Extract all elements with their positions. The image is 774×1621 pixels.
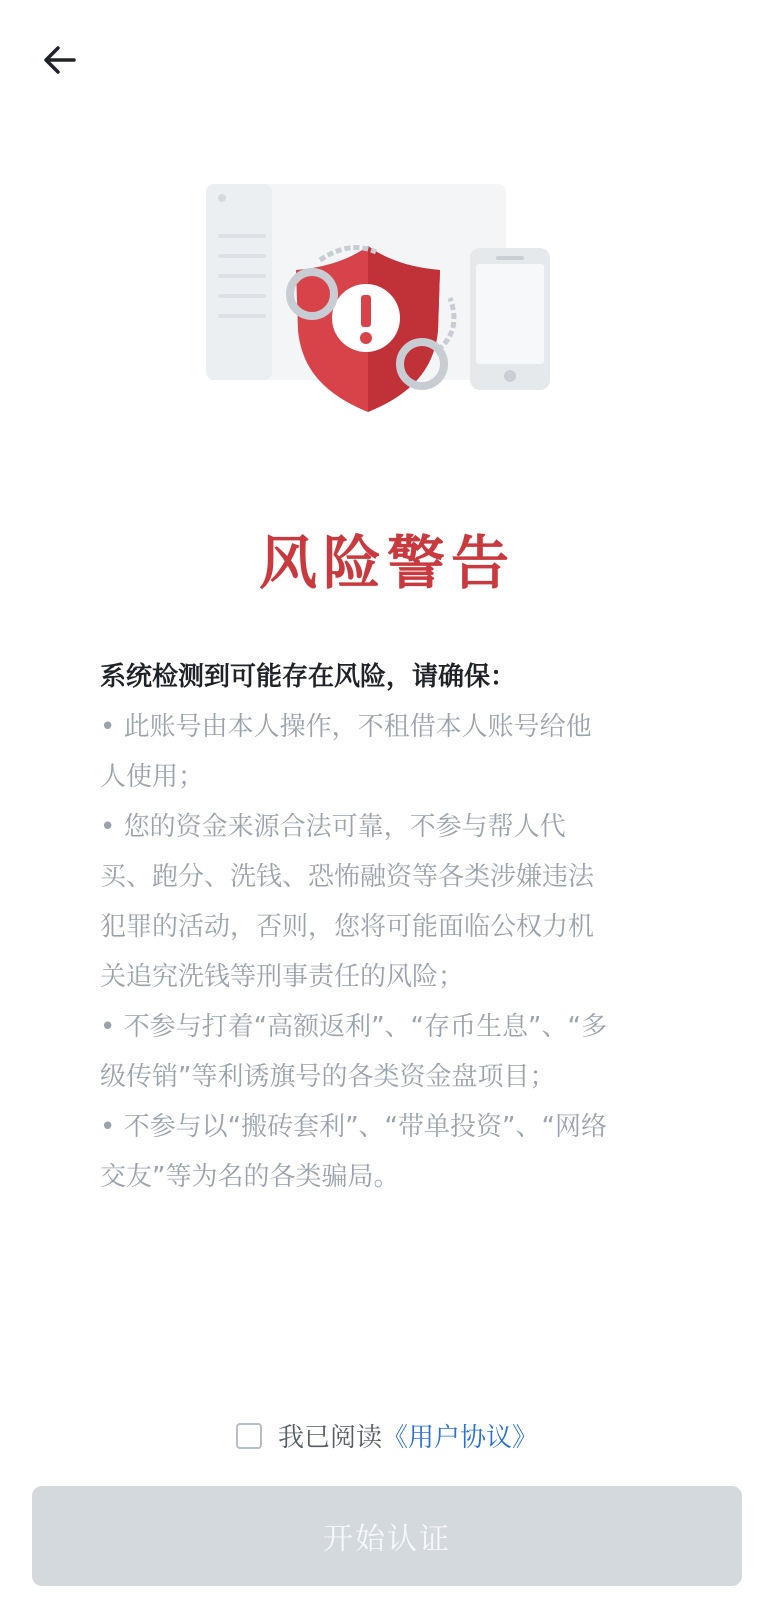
risk-illustration — [200, 180, 580, 440]
warning-line: • 您的资金来源合法可靠，不参与帮人代 — [100, 812, 566, 842]
warning-line: 关追究洗钱等刑事责任的风险； — [100, 962, 465, 992]
user-agreement-link[interactable]: 《用户协议》 — [382, 1423, 539, 1453]
page-title: 风险警告 — [258, 529, 515, 597]
warning-line: 人使用； — [100, 762, 205, 792]
start-verification-button[interactable]: 开始认证 — [32, 1486, 742, 1586]
shield-warning-icon — [200, 180, 580, 440]
warning-intro: 系统检测到可能存在风险，请确保： — [100, 662, 517, 692]
warning-line: • 此账号由本人操作，不租借本人账号给他 — [100, 712, 592, 742]
warning-line: 犯罪的活动，否则，您将可能面临公权力机 — [100, 912, 595, 942]
agreement-row — [0, 1417, 774, 1454]
warning-line: 交友”等为名的各类骗局。 — [100, 1162, 400, 1192]
warning-line: 级传销”等利诱旗号的各类资金盘项目； — [100, 1062, 556, 1092]
back-button[interactable] — [30, 30, 90, 90]
warning-content — [100, 652, 680, 1202]
warning-line: • 不参与以“搬砖套利”、“带单投资”、“网络 — [100, 1112, 607, 1142]
warning-line: • 不参与打着“高额返利”、“存币生息”、“多 — [100, 1012, 607, 1042]
agreement-text: 我已阅读 — [277, 1423, 382, 1453]
arrow-left-icon — [40, 40, 80, 80]
warning-line: 买、跑分、洗钱、恐怖融资等各类涉嫌违法 — [100, 862, 595, 892]
agreement-checkbox[interactable] — [236, 1423, 262, 1449]
